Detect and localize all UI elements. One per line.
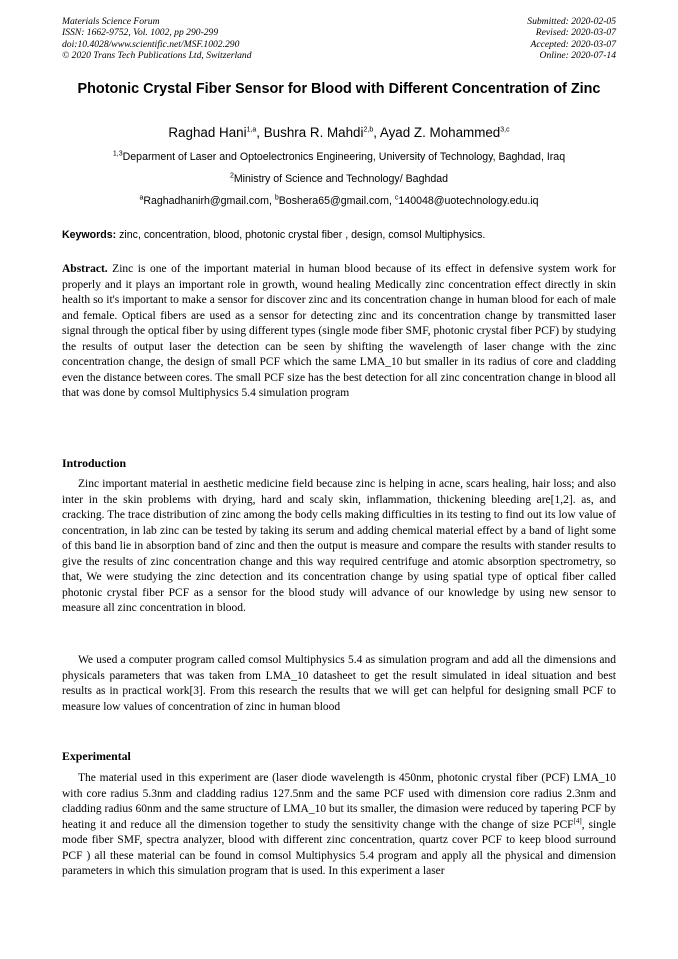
journal-copyright: © 2020 Trans Tech Publications Ltd, Switzerland (62, 50, 252, 62)
affiliation-2 (62, 172, 616, 186)
affiliation-text: Ministry of Science and Technology/ Baghdad (233, 173, 449, 185)
abstract-text: Zinc is one of the important material in human blood because of its effect in defensive system work for properly and it plays an important role in growth, wound healing Medically zinc concentration effect directly in skin health so it's important to make a sensor for discover zinc and its concentration change in human blood for each of male and female. Optical fibers are used as a sensor for detecting zinc and its concentration change by transmitted laser signal through the optical fiber by using different types (single mode fiber SMF, photonic crystal fiber PCF) by studying the results of output laser the detection can be seen by shifting the wavelength of laser change with the zinc concentration change, the design of small PCF which the same LMA_10 but smaller in its radius of core and cladding even the distance between cores. The small PCF size has the best detection for all zinc concentration change in blood all that was done by comsol Multiphysics 5.4 simulation program (62, 263, 616, 399)
email-list (62, 194, 616, 208)
author-sup: 3,c (500, 126, 510, 134)
journal-doi: doi:10.4028/www.scientific.net/MSF.1002.290 (62, 38, 240, 50)
affiliation-sup: 2 (229, 172, 234, 180)
submission-dates (527, 16, 616, 62)
date-submitted: Submitted: 2020-02-05 (527, 16, 616, 27)
introduction-heading: Introduction (62, 456, 127, 470)
author-name: Bushra R. Mahdi (263, 125, 364, 140)
email-separator: , (389, 195, 395, 207)
keywords-label: Keywords: (62, 229, 117, 241)
paragraph-text: We used a computer program called comsol Multiphysics 5.4 as simulation program and add all the dimensions and physicals parameters that was taken from LMA_10 datasheet to get the result simulated in ideal situation and best results as in practical work[3]. From this research the results that we will get can helpful for designing small PCF to measure low values of concentration of zinc in human blood (62, 654, 616, 713)
paragraph-text: , single mode fiber SMF, spectra analyzer, blood with different zinc concentration, quartz cover PCF to keep blood surround PCF ) all these material can be found in comsol Multiphysics 5.4 program and apply all the physical and dimension parameters in which this simulation program that is used. In this experiment a laser (62, 818, 616, 877)
abstract-label: Abstract. (62, 263, 108, 275)
keywords-text: zinc, concentration, blood, photonic crystal fiber , design, comsol Multiphysics. (116, 229, 486, 241)
affiliation-text: Deparment of Laser and Optoelectronics Engineering, University of Technology, Baghdad, Iraq (122, 151, 566, 163)
paper-title: Photonic Crystal Fiber Sensor for Blood with Different Concentration of Zinc (77, 81, 601, 97)
journal-info (62, 16, 252, 62)
date-online: Online: 2020-07-14 (539, 50, 616, 62)
email-link[interactable]: Raghadhanirh@gmail.com (143, 195, 269, 207)
email-sup: a (139, 194, 144, 202)
author-separator: , (373, 125, 380, 140)
date-accepted: Accepted: 2020-03-07 (530, 38, 616, 50)
author-name: Raghad Hani (168, 125, 247, 140)
paragraph-text: The material used in this experiment are (laser diode wavelength is 450nm, photonic crystal fiber (PCF) LMA_10 with core radius 5.3nm and cladding radius 127.5nm and the same PCF used with dimension core radius 2.3nm and cladding radius 60nm and the same structure of LMA_10 but its smaller, the dimasion were reduced by tapering PCF by heating it and reduce all the dimension together to study the sensitivity change with the change of size PCF (62, 772, 616, 831)
journal-name: Materials Science Forum (62, 16, 160, 27)
introduction-paragraph-1 (62, 477, 616, 617)
affiliation-sup: 1,3 (112, 150, 123, 158)
affiliation-1 (62, 150, 616, 164)
experimental-paragraph-1 (62, 771, 616, 880)
author-sup: 2,b (363, 126, 374, 134)
journal-issn: ISSN: 1662-9752, Vol. 1002, pp 290-299 (62, 27, 219, 39)
experimental-heading: Experimental (62, 749, 131, 763)
keywords (62, 228, 616, 242)
date-revised: Revised: 2020-03-07 (535, 27, 616, 39)
author-separator: , (256, 125, 264, 140)
introduction-paragraph-2 (62, 653, 616, 715)
citation-ref[interactable]: [4] (573, 816, 582, 825)
email-sup: c (394, 194, 399, 202)
email-link[interactable]: 140048@uotechnology.edu.iq (398, 195, 539, 207)
author-sup: 1,a (246, 126, 257, 134)
author-name: Ayad Z. Mohammed (379, 125, 501, 140)
email-separator: , (268, 195, 275, 207)
abstract (62, 262, 616, 402)
email-link[interactable]: Boshera65@gmail.com (278, 195, 390, 207)
author-list (62, 124, 616, 142)
email-sup: b (274, 194, 279, 202)
paragraph-text: Zinc important material in aesthetic medicine field because zinc is helping in acne, scars healing, hair loss; and also inter in the skin problems with drying, hard and scaly skin, inflammation, thickening bleeding are[1,2]. as, and cracking. The trace distribution of zinc among the body cells making difficulties in its testing to find out its low value of concentration, in lab zinc can be tested by taking its serum and adding chemical material effect by a band of light some of this band lie in absorption band of zinc and then the output is measure and compare the results with stander results to give the results of zinc concentration change and this way required centrifuge and atomic absorption spectrometry, so that, We were studying the zinc detection and its concentration change by using spatial type of optical fiber called photonic crystal fiber PCF as a sensor for the blood study will advance of our knowledge by using new sensor to measure all zinc concentration in blood. (62, 478, 616, 614)
